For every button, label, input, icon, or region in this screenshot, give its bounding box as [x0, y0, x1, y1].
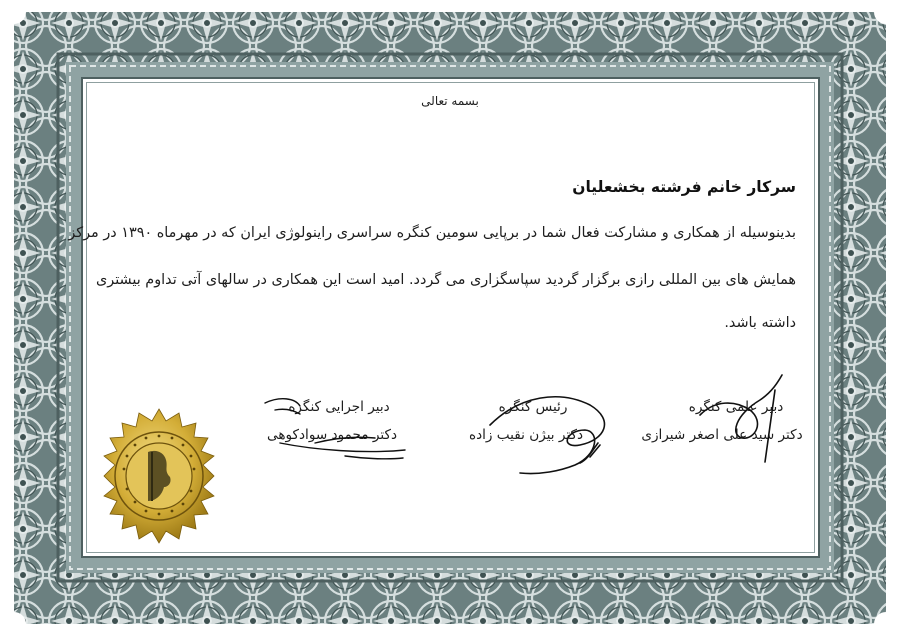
- signatory-3-name: دکتر محمود سوادکوهی: [267, 427, 397, 443]
- signatory-2-name: دکتر بیژن نقیب زاده: [468, 427, 584, 443]
- signatory-1-name: دکتر سید علی اصغر شیرازی: [641, 427, 803, 443]
- signatory-1-title: دبیر علمی کنگره: [688, 399, 784, 415]
- congress-seal-icon: [90, 407, 228, 545]
- recipient-salutation: سرکار خانم فرشته بخشعلیان: [572, 178, 796, 196]
- signatory-2-title: رئیس کنگره: [498, 399, 568, 415]
- invocation-text: بسمه تعالی: [421, 94, 479, 108]
- body-line-1: بدینوسیله از همکاری و مشارکت فعال شما در برپایی سومین کنگره سراسری راینولوژی ایران که در مهرماه ۱۳۹۰ در مرکز: [68, 225, 796, 241]
- body-line-2: همایش های بین المللی رازی برگزار گردید سپاسگزاری می گردد. امید است این همکاری در سالهای آتی تداوم بیشتری: [96, 272, 796, 288]
- signatory-3-title: دبیر اجرایی کنگره: [288, 399, 390, 415]
- signature-scientific-secretary-icon: [680, 370, 800, 465]
- signature-president-icon: [480, 385, 630, 480]
- signature-executive-secretary-icon: [255, 388, 415, 468]
- body-line-3: داشته باشد.: [724, 315, 796, 331]
